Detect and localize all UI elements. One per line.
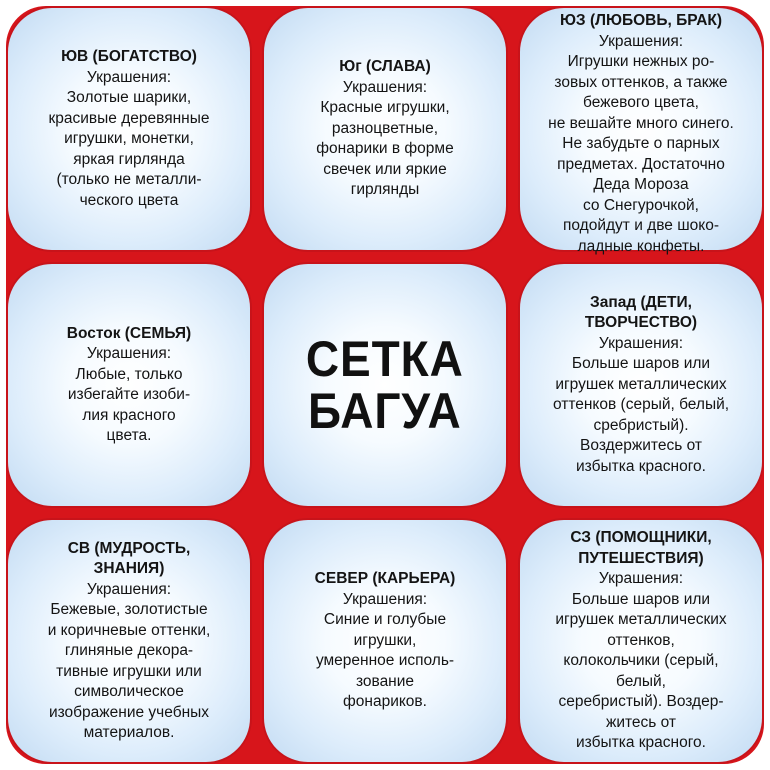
cell-body: Больше шаров или игрушек металлических оттенков, колокольчики (серый, белый, серебристый). Воздер- житесь от избытка красного. [555, 590, 727, 751]
cell-northwest-helpers [518, 518, 764, 764]
cell-title: ЮЗ (ЛЮБОВЬ, БРАК) [559, 12, 723, 29]
cell-title: СЕВЕР (КАРЬЕРА) [314, 570, 456, 588]
cell-northeast-wisdom [6, 518, 252, 764]
cell-subtitle: Украшения: [342, 590, 428, 608]
cell-title: СЗ (ПОМОЩНИКИ, ПУТЕШЕСТВИЯ) [570, 529, 712, 567]
cell-body: Красные игрушки, разноцветные, фонарики в форме свечек или яркие гирлянды [316, 99, 454, 199]
cell-subtitle: Украшения: [342, 78, 428, 96]
cell-title: Запад (ДЕТИ, ТВОРЧЕСТВО) [584, 293, 698, 332]
cell-subtitle: Украшения: [86, 68, 172, 86]
cell-body: Игрушки нежных ро- зовых оттенков, а также бежевого цвета, не вешайте много синего. Не забудьте о парных предметах. Достаточно Деда Мороза со Снегурочкой, подойдут и две шоко- ладные конфеты. [548, 53, 734, 255]
cell-east-family [6, 262, 252, 508]
cell-southwest-love [518, 6, 764, 255]
cell-title: Юг (СЛАВА) [339, 58, 431, 76]
cell-subtitle: Украшения: [598, 570, 684, 587]
cell-south-fame [262, 6, 508, 252]
cell-southeast-wealth [6, 6, 252, 252]
cell-west-children [518, 262, 764, 508]
cell-north-career [262, 518, 508, 764]
cell-center [262, 262, 508, 508]
cell-body: Больше шаров или игрушек металлических оттенков (серый, белый, сребристый). Воздержитесь от избытка красного. [552, 355, 730, 475]
cell-subtitle: Украшения: [86, 580, 172, 598]
cell-title: Восток (СЕМЬЯ) [66, 324, 192, 342]
cell-title: ЮВ (БОГАТСТВО) [61, 48, 197, 65]
center-title-line2: БАГУА [308, 383, 462, 439]
center-title-line1: СЕТКА [306, 331, 464, 387]
cell-body: Синие и голубые игрушки, умеренное исполь- зование фонариков. [315, 611, 455, 711]
cell-body: Золотые шарики, красивые деревянные игрушки, монетки, яркая гирлянда (только не металли- ческого цвета [48, 89, 210, 209]
cell-title: СВ (МУДРОСТЬ, ЗНАНИЯ) [67, 539, 191, 577]
center-title [306, 333, 464, 437]
cell-subtitle: Украшения: [598, 32, 684, 50]
cell-subtitle: Украшения: [598, 334, 684, 352]
cell-body: Бежевые, золотистые и коричневые оттенки, глиняные декора- тивные игрушки или символическое изображение учебных материалов. [47, 601, 211, 741]
cell-subtitle: Украшения: [86, 345, 172, 362]
cell-body: Любые, только избегайте изоби- лия красного цвета. [67, 365, 191, 444]
